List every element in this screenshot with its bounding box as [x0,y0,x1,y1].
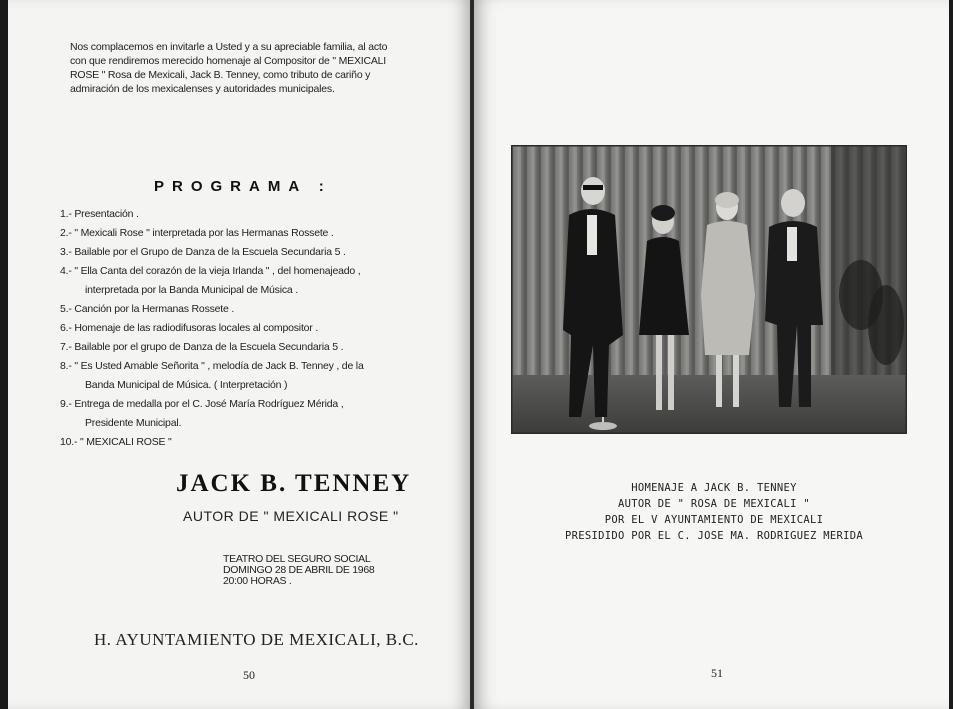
page-number: 50 [243,668,255,682]
intro-line: Nos complacemos en invitarle a Usted y a su apreciable familia, al acto [70,41,388,53]
ceremony-photo [511,145,907,434]
caption-line: PRESIDIDO POR EL C. JOSE MA. RODRIGUEZ MERIDA [565,530,863,542]
program-item: 2.- " Mexicali Rose " interpretada por las Hermanas Rossete . [60,227,334,239]
program-item: 4.- " Ella Canta del corazón de la vieja Irlanda " , del homenajeado , [60,265,361,277]
program-list [60,205,440,452]
right-page [474,0,949,709]
program-item-continuation: interpretada por la Banda Municipal de Música . [85,284,298,296]
caption-line: AUTOR DE " ROSA DE MEXICALI " [617,498,811,510]
program-item: 5.- Canción por la Hermanas Rossete . [60,303,235,315]
intro-line: ROSE " Rosa de Mexicali, Jack B. Tenney, como tributo de cariño y [70,69,371,81]
program-item-continuation: Presidente Municipal. [85,417,182,429]
left-page [8,0,471,709]
program-item: 10.- " MEXICALI ROSE " [60,436,172,448]
program-item: 1.- Presentación . [60,208,139,220]
program-item: 6.- Homenaje de las radiodifusoras locales al compositor . [60,322,319,334]
venue-line: DOMINGO 28 DE ABRIL DE 1968 [223,564,375,576]
program-item: 9.- Entrega de medalla por el C. José María Rodríguez Mérida , [60,398,344,410]
invitation-paragraph [70,40,428,96]
caption-line: POR EL V AYUNTAMIENTO DE MEXICALI [604,514,824,526]
program-item: 7.- Bailable por el grupo de Danza de la Escuela Secundaria 5 . [60,341,344,353]
program-item-continuation: Banda Municipal de Música. ( Interpretación ) [85,379,288,391]
intro-line: admiración de los mexicalenses y autoridades municipales. [70,83,335,95]
program-item: 8.- " Es Usted Amable Señorita " , melodía de Jack B. Tenney , de la [60,360,364,372]
page-number: 51 [711,666,723,680]
organizer-line: H. AYUNTAMIENTO DE MEXICALI, B.C. [94,630,419,649]
honoree-name: JACK B. TENNEY [176,470,412,497]
venue-line: 20:00 HORAS . [223,575,292,587]
intro-line: con que rendiremos merecido homenaje al Compositor de " MEXICALI [70,55,387,67]
photo-illustration [511,145,907,434]
caption-line: HOMENAJE A JACK B. TENNEY [631,482,797,494]
programa-heading: PROGRAMA : [154,178,332,195]
photo-caption [514,480,914,544]
venue-block [223,554,374,587]
venue-line: TEATRO DEL SEGURO SOCIAL [223,553,371,565]
program-item: 3.- Bailable por el Grupo de Danza de la Escuela Secundaria 5 . [60,246,346,258]
author-line: AUTOR DE " MEXICALI ROSE " [183,508,399,524]
